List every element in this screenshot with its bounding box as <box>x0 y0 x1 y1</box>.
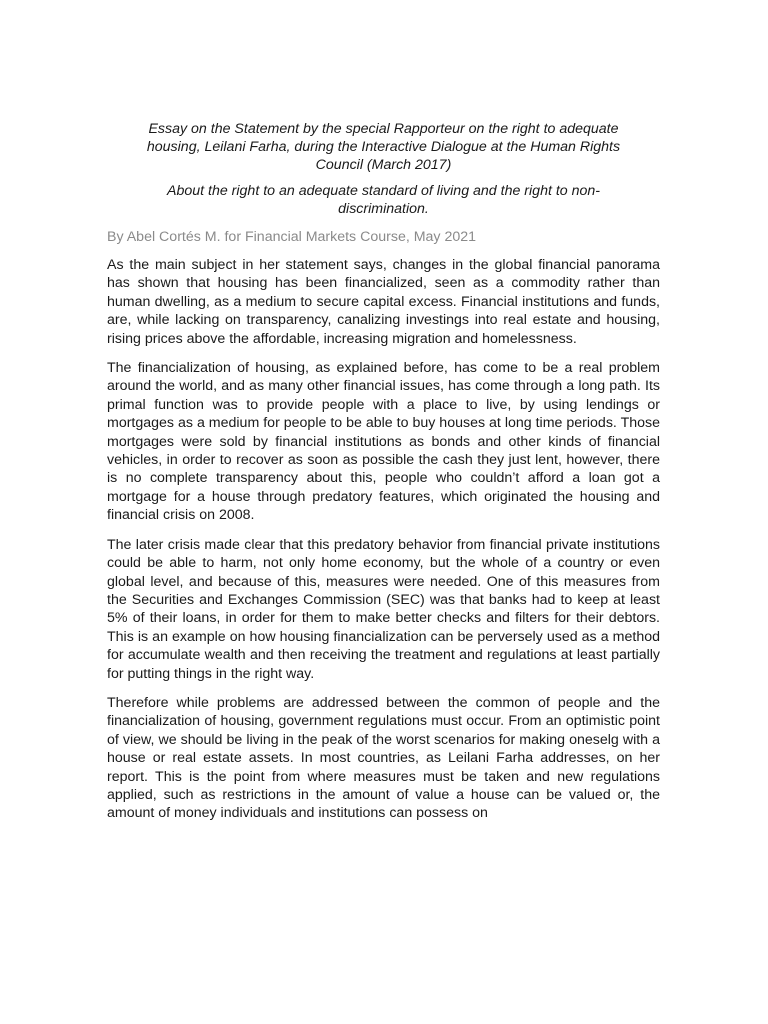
paragraph-2: The financialization of housing, as explained before, has come to be a real problem around the world, and as many other financial issues, has come through a long path. Its primal function was to provide people with a place to live, by using lendings or mortgages as a medium for people to be able to buy houses at long time periods. Those mortgages were sold by financial institutions as bonds and other kinds of financial vehicles, in order to recover as soon as possible the cash they just lent, however, there is no complete transparency about this, people who couldn’t afford a loan got a mortgage for a house through predatory features, which originated the housing and financial crisis on 2008. <box>107 360 660 524</box>
paragraph-1: As the main subject in her statement says, changes in the global financial panorama has shown that housing has been financialized, seen as a commodity rather than human dwelling, as a medium to secure capital excess. Financial institutions and funds, are, while lacking on transparency, canalizing investings into real estate and housing, rising prices above the affordable, increasing migration and homelessness. <box>107 257 660 347</box>
document-subtitle: About the right to an adequate standard of living and the right to non-discrimination. <box>166 183 601 217</box>
document-title: Essay on the Statement by the special Rapporteur on the right to adequate housing, Leilani Farha, during the Interactive Dialogue at the Human Rights Council (March 2017) <box>146 121 621 173</box>
paragraph-4: Therefore while problems are addressed between the common of people and the financialization of housing, government regulations must occur. From an optimistic point of view, we should be living in the peak of the worst scenarios for making oneselg with a house or real estate assets. In most countries, as Leilani Farha addresses, on her report. This is the point from where measures must be taken and new regulations applied, such as restrictions in the amount of value a house can be valued or, the amount of money individuals and institutions can possess on <box>107 694 660 822</box>
document-page <box>107 120 660 834</box>
paragraph-3: The later crisis made clear that this predatory behavior from financial private institutions could be able to harm, not only home economy, but the whole of a country or even global level, and because of this, measures were needed. One of this measures from the Securities and Exchanges Commission (SEC) was that banks had to keep at least 5% of their loans, in order for them to make better checks and filters for their debtors. This is an example on how housing financialization can be perversely used as a method for accumulate wealth and then receiving the treatment and regulations at least partially for putting things in the right way. <box>107 536 660 682</box>
document-byline: By Abel Cortés M. for Financial Markets Course, May 2021 <box>107 229 477 245</box>
